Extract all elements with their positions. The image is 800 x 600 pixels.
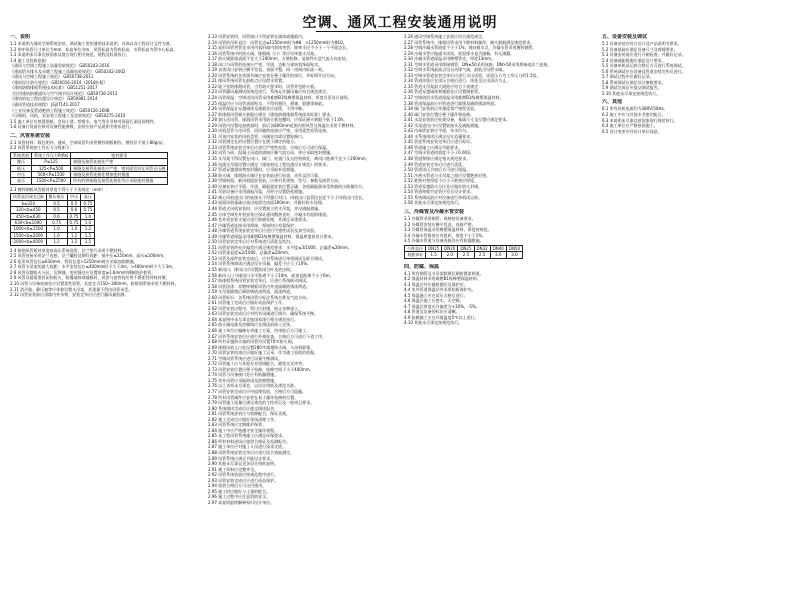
- table-cell: 3.0: [506, 252, 522, 258]
- text-line: 2.26 通风空调系统施工安装应符合规范规定。: [404, 34, 487, 39]
- table-cell: 0.75: [46, 220, 67, 226]
- table-cell: 500<P≤1500: [32, 172, 71, 178]
- section-heading: 一、说明: [10, 34, 31, 40]
- table-row: [11, 178, 168, 184]
- text-line: 2.38 防火阀、排烟防火阀应在安装前进行检查，动作灵活可靠。: [208, 172, 323, 178]
- table-cell: 1.5: [81, 239, 95, 245]
- text-line: 4.9 防腐施工应在环境温度5℃以上进行。: [404, 314, 479, 320]
- table-header-cell: 风管直径或长边b: [11, 194, 47, 200]
- table-header-cell: 系统类别: [11, 152, 32, 158]
- section-body: [10, 187, 200, 193]
- text-line: 《通风管道技术规程》 JGJ/T141-2017: [10, 102, 80, 108]
- table-cell: 0.75: [81, 207, 95, 213]
- table-header-cell: DN20: [442, 245, 458, 251]
- text-line: 《建筑给水排水及采暖工程施工质量验收规范》 GB50242-2002: [10, 68, 126, 74]
- text-line: 4.3 保温层外应做防潮层及保护层。: [404, 281, 468, 287]
- section-body: [10, 248, 200, 298]
- text-line: 4.5 保温施工应在试压合格后进行。: [404, 292, 468, 298]
- table-cell: P≤125: [32, 159, 71, 165]
- text-line: 2.60 风管标识：各系统风管应标注系统名称及气流方向。: [208, 294, 311, 300]
- text-line: 2.24 风管保温：空调送回风管采用难燃B1级橡塑保温材料，厚度详见设计说明。: [208, 95, 352, 101]
- text-line: 4.7 保温层厚度允许偏差为+10%，-5%。: [404, 303, 480, 309]
- table-header-cell: DN25: [458, 245, 474, 251]
- text-line: 《压缩机、风机、泵安装工程施工及验收规范》 GB50275-2010: [10, 113, 126, 119]
- table-cell: 0.75: [67, 213, 81, 219]
- text-line: 《通风与空调工程施工质量验收规范》 GB50243-2016: [10, 63, 110, 69]
- text-line: 1.6 设备订货前应核对设备性能参数，安装应按产品说明书要求进行。: [10, 124, 134, 130]
- text-line: 6.3 本说明未尽事宜按国家现行规范执行。: [602, 117, 678, 123]
- text-line: 2.43 冷却塔安装应平稳，布水均匀。: [404, 128, 471, 134]
- text-line: 4.8 管道及设备的标识应清晰。: [404, 309, 460, 315]
- text-line: 2.92 风管系统验收应按规范程序进行。: [208, 472, 279, 478]
- text-line: 2.30 风机盘管与送风管、回风箱的连接应严密，采用柔性短管连接。: [208, 128, 331, 134]
- text-line: 2.35 管道支吊架最大间距应符合下表规定：: [404, 83, 483, 89]
- text-line: 1.3 本说明未尽事宜按国家及地方现行相关规范、规程及标准执行。: [10, 52, 130, 58]
- text-line: 2.64 本说明中未尽事宜按国家现行相关规范执行。: [208, 316, 299, 322]
- text-line: 2.63 风管安装完成后应对所有风阀进行调节，确保系统平衡。: [208, 311, 319, 317]
- text-line: 2.36 抗震支吊架设置应满足《建筑机电工程抗震设计规范》的要求。: [208, 161, 331, 167]
- text-line: 2.51 冷热水管道与支吊架之间应设置绝热衬垫。: [404, 172, 491, 178]
- text-line: 2.31 空调水管道采用焊接钢管，DN≤50采用丝接，DN>50采用焊接或法兰连接。: [404, 61, 552, 67]
- text-line: 2.56 新风入口与排风口水平距离不小于10m，或垂直距离不小于6m。: [208, 272, 334, 278]
- text-line: 2.83 风管系统应定期维护保养。: [208, 422, 267, 428]
- pressure-class-table: [10, 152, 168, 185]
- text-line: 2.52 绝热衬垫厚度不应小于绝热层厚度。: [404, 178, 479, 184]
- text-line: 2.26 风管保温在穿越墙体及楼板处应连续，不得中断。: [208, 106, 307, 112]
- text-line: 2.86 所有材料进场应提供合格证及检测报告。: [208, 438, 291, 444]
- text-line: 2.9 风管穿越需要封闭的防火、防爆墙体或楼板时，风管与套管间应用不燃柔性材料封堵。: [10, 275, 170, 281]
- text-line: 2.22 地下室防排烟风管，当有防火要求时，风管外包防火板。: [208, 83, 319, 89]
- text-line: 3.4 冷凝水管排放应有组织，坡度不小于1%。: [404, 232, 486, 238]
- text-line: 2.42 离心风机进出口的软接头不得强行对口，风机出口直管段长度不小于风机出口边长。: [208, 194, 367, 200]
- text-line: 2.62 风管安装过程中，管口应封堵，防止杂物进入。: [208, 305, 303, 311]
- section-body: [404, 34, 594, 206]
- text-line: 5.6 系统调试应在设备及管道安装完毕后进行。: [602, 68, 686, 74]
- text-line: 5.4 设备减振措施应满足设计要求。: [602, 57, 666, 63]
- table-cell: 所有的拼接缝及接管连接处均应采取密封措施: [71, 178, 168, 184]
- text-line: 5.5 设备单机试运转合格后方可进行系统调试。: [602, 63, 686, 69]
- table-header-cell: 中压: [67, 194, 81, 200]
- text-line: 2.66 施工单位应编制专项施工方案，经审批后方可施工。: [208, 327, 311, 333]
- text-line: 2.28 空调冷凝水管坡度不小于1%，坡向排水点，冷凝水管采用镀锌钢管。: [404, 45, 537, 51]
- table-cell: 1.0: [81, 213, 95, 219]
- text-line: 6.2 施工中应与其他专业密切配合。: [602, 112, 666, 118]
- column-1: [10, 34, 200, 590]
- table-cell: 125<P≤500: [32, 165, 71, 171]
- section-heading: 五、设备安装及调试: [602, 34, 648, 40]
- text-line: 2.27 风管系统中，排烟风管采用不燃材料制作，耐火极限满足规范要求。: [404, 39, 535, 45]
- text-line: 6.5 设计变更应经设计单位同意。: [602, 128, 662, 134]
- text-line: 2.84 施工中应严格遵守安全操作规程。: [208, 427, 279, 433]
- text-line: 2.90 其他未尽事宜见各设计图纸说明。: [208, 461, 279, 467]
- text-line: 2.35 支吊架不得设置在风口、阀门、检查门及自控机构处，离风口距离不宜小于200mm。: [208, 156, 370, 162]
- section-body: [602, 41, 792, 96]
- text-line: 2.5 风管连接采用法兰连接，法兰螺栓及铆钉间距：低中压≤150mm，高压≤100mm。: [10, 253, 168, 259]
- table-cell: 1.2: [67, 232, 81, 238]
- text-line: 2.16 风管系统中的防火阀、排烟阀（口）等应设单独支吊架。: [208, 50, 319, 56]
- text-line: 2.45 分体空调室外机安装应保证通风散热良好，冷凝水有组织排放。: [208, 211, 331, 217]
- text-line: 2.42 水泵进出口应设置软接头及减振措施。: [404, 122, 483, 128]
- text-line: 6.1 所有风机电源均为380V/50Hz。: [602, 106, 668, 112]
- text-line: 2.15 矩形风管弯管宜采用内弧形或内斜线弯管，曲率半径不小于一个平面边长。: [208, 45, 351, 51]
- text-line: 2.4 排烟风管板材厚度按高压系统选用，法兰垫片采用不燃材料。: [10, 247, 126, 253]
- text-line: 2.72 风管施工应与其他专业协调配合，避免交叉冲突。: [208, 361, 307, 367]
- text-line: 2.53 风管及部件安装完成后，应对系统进行单机调试及联合调试。: [208, 255, 327, 261]
- text-line: 5.2 设备基础应满足设备尺寸及荷载要求。: [602, 46, 678, 52]
- text-line: 2.33 风管系统安装完毕后应进行严密性检验，合格后方可进行保温。: [208, 144, 331, 150]
- text-line: 4.4 室外管道保温层外采用铝板保护壳。: [404, 287, 476, 293]
- text-line: 2.87 施工单位应对施工人员进行技术交底。: [208, 444, 287, 450]
- text-line: 1.4 施工及验收依据：: [10, 57, 50, 63]
- table-header-cell: DN50: [506, 245, 522, 251]
- text-line: 《通风与空调工程施工规范》 GB50738-2011: [10, 74, 94, 80]
- sheet-thickness-table: [10, 193, 95, 245]
- text-line: 5.8 系统调试应满足设计参数要求。: [602, 79, 666, 85]
- text-line: 2.49 管道安装完毕后应进行清洗。: [404, 161, 467, 167]
- table-cell: 0.6: [46, 213, 67, 219]
- text-line: 2.39 空调机组、新风机组安装前，应核对其规格、型号、参数及接管方向。: [208, 178, 343, 184]
- sheet-title: 空调、通风工程安装通用说明: [302, 15, 498, 31]
- text-line: 2.14 风管的吊杆直径：风管长边≤1250mm时为Φ8，>1250mm时为Φ10。: [208, 39, 347, 45]
- text-line: 2.31 吊顶内安装的风机盘管、风阀处均需设置检修口。: [208, 133, 307, 139]
- text-line: 2.47 冷媒管道连接采用焊接，焊接时应充氮保护。: [208, 222, 299, 228]
- table-cell: 接缝及接管连接处严密: [71, 159, 168, 165]
- text-line: 2.40 阀门安装位置应便于操作和检修。: [404, 111, 475, 117]
- text-line: 2.55 系统调试前应对设备进行单机试运转。: [404, 194, 483, 200]
- text-line: 5.1 设备安装应符合设计及产品说明书要求。: [602, 41, 682, 46]
- table-cell: 1.2: [81, 226, 95, 232]
- text-line: 2.41 水泵安装前应检查设备，基础尺寸及位置应满足要求。: [404, 117, 511, 123]
- text-line: 5.7 调试过程中应做好记录。: [602, 74, 654, 80]
- table-cell: 0.6: [67, 207, 81, 213]
- text-line: 2.94 验收合格后方可交付使用。: [208, 483, 267, 489]
- table-cell: 微压: [11, 159, 32, 165]
- text-line: 2.59 支吊架除锈后刷防锈底漆两道，面漆两道。: [208, 289, 295, 295]
- text-line: 4.1 所有钢管及支吊架除锈后刷防锈漆两道。: [404, 270, 484, 276]
- table-header-cell: 密封要求: [71, 152, 168, 158]
- text-line: 2.6 矩形风管边长≥630mm，管段长度>1250mm时应采取加固措施。: [10, 258, 138, 264]
- text-line: 2.71 空调风管系统应进行风量平衡测试。: [208, 355, 283, 361]
- text-line: 2.51 风管安装的允许偏差应满足规范要求：水平度≤3/1000，总偏差≤20mm。: [208, 244, 352, 250]
- text-line: 《建筑机电工程抗震设计规范》 GB50981-2014: [10, 96, 98, 102]
- text-line: 2.82 施工完成后应做好现场清理工作。: [208, 416, 279, 422]
- table-cell: 0.5: [67, 200, 81, 206]
- table-cell: 3.0: [490, 252, 506, 258]
- table-header-cell: DN40: [490, 245, 506, 251]
- text-line: 2.73 风管安装位置应便于检修，检修空间不小于400mm。: [208, 366, 314, 372]
- text-line: 2.34 风管与砖、混凝土风道的插接应顺气流方向，并应采取密封措施。: [208, 150, 335, 156]
- text-line: 2.18 风口与风管的连接应严密、牢固，边框与建筑装饰面贴实。: [208, 61, 323, 67]
- text-line: 2.20 风管系统的各类调节阀应安装在便于操作的部位，并标明开启方向。: [208, 72, 339, 78]
- table-header-cell: 公称直径: [405, 245, 426, 251]
- text-line: 2.32 风管测定孔的设置位置应在便于测定的地方。: [208, 139, 299, 145]
- text-line: 2.40 设备安装应平稳、牢固，隔振器安装位置正确，各组隔振器承受荷载的压缩量均匀。: [208, 183, 367, 189]
- text-line: 2.68 所有穿越防火墙的风管均设置70℃防火阀。: [208, 339, 296, 345]
- text-line: 2.48 冷媒管道系统安装完毕后应进行气密性试验及真空试验。: [208, 228, 319, 234]
- text-line: 2.55 新风口、排风口应设置防雨百叶及防虫网。: [208, 266, 295, 272]
- text-line: 2.61 风管施工完成后应做好成品保护工作。: [208, 300, 287, 306]
- text-line: 4.10 其他未尽事宜按规范执行。: [404, 320, 463, 326]
- text-line: 2.38 管道保温前应对管道进行除锈及刷防锈漆两道。: [404, 100, 499, 106]
- text-line: 2.46 管道施工应满足节能要求。: [404, 144, 463, 150]
- section-body: [602, 106, 792, 134]
- text-line: 2.29 风管内设置电加热器时，前后各800mm范围内的风管及保温应采用不燃材料。: [208, 122, 358, 128]
- table-cell: 0.5: [46, 207, 67, 213]
- table-cell: 2000<b≤4000: [11, 239, 47, 245]
- section-body: [404, 216, 594, 244]
- table-cell: 低压: [11, 165, 32, 171]
- text-line: 《工业设备及管道绝热工程施工规范》 GB50126-2008: [10, 107, 110, 113]
- text-line: 2.21 排风系统风管在最低点应设泄水装置。: [208, 78, 287, 84]
- table-cell: 1.0: [81, 220, 95, 226]
- table-cell: 高压: [11, 178, 32, 184]
- table-cell: 中压: [11, 172, 32, 178]
- text-line: 2.93 风管安装完成后应进行成品保护。: [208, 477, 279, 483]
- table-cell: 1.0: [46, 226, 67, 232]
- table-cell: 1.2: [46, 239, 67, 245]
- text-line: 2.74 风管与设备接口处应有防漏措施。: [208, 372, 279, 378]
- text-line: 2.48 管道焊接应满足相关规范要求。: [404, 156, 471, 162]
- section-body: [404, 271, 594, 326]
- column-2: [208, 34, 396, 590]
- table-cell: 1.2: [67, 239, 81, 245]
- text-line: 4.6 保温层施工应密实、无空隙。: [404, 298, 464, 304]
- section-heading: 三、冷媒管及冷凝水管安装: [404, 208, 465, 215]
- table-cell: 1.0: [46, 232, 67, 238]
- text-line: 2.50 管道试压合格后方可进行保温。: [404, 167, 471, 173]
- table-cell: 1500<b≤2000: [11, 232, 47, 238]
- text-line: 2.54 风管系统调试应满足设计风量，偏差不应大于10%。: [208, 261, 312, 267]
- text-line: 2.11 消声器、静压箱等应单独设置支吊架，其重量不得由风管承受。: [10, 286, 133, 292]
- text-line: 2.8 风管穿越防火分区、沉降缝、变形缝处应设置厚度≥1.6mm的钢制防护套管。: [10, 269, 156, 275]
- text-line: 2.77 风管安装完成后应经监理验收，合格后方可隐蔽。: [208, 389, 307, 394]
- text-line: 2.37 管道穿越建筑物变形缝时，应采取补偿措施。: [208, 167, 299, 173]
- text-line: 2.97 本说明最终解释权归设计单位。: [208, 499, 275, 505]
- text-line: 2.53 管道穿越防火分区处应做好防火封堵。: [404, 183, 483, 189]
- text-line: 2.33 空调水管道安装完毕后应进行水压试验，试验压力为工作压力的1.5倍。: [404, 72, 541, 78]
- text-line: 2.49 冷媒管道保温采用难燃B1级橡塑保温材料，保温厚度按设计要求。: [208, 233, 336, 239]
- text-line: 5.9 调试完成后应提交调试报告。: [602, 85, 662, 91]
- text-line: 2.28 加压送风管、排烟风管采用防火板包覆时，应保证耐火极限不低于1.0h。: [208, 117, 348, 123]
- text-line: 2.2 风管系统按工作压力分级如下：: [10, 145, 74, 151]
- text-line: 2.34 管道冲洗应在试压合格后进行，冲洗至出水清洁为止。: [404, 78, 511, 84]
- table-cell: 2.0: [442, 252, 458, 258]
- text-line: 2.88 风管系统安装完毕后应进行综合效能测定。: [208, 450, 295, 456]
- text-line: 2.12 风管安装前应清除内外杂物，安装完毕后应进行漏风量检测。: [10, 292, 129, 298]
- text-line: 《建筑设计防火规范》 GB50016-2014（2018年版）: [10, 79, 108, 85]
- text-line: 2.37 空调供回水管道保温采用难燃B1级橡塑保温材料。: [404, 95, 504, 101]
- text-line: 1.5 施工单位应熟悉图纸，会同土建、给排水、电气等专业核对预留孔洞及预埋件。: [10, 118, 158, 124]
- text-line: 4.2 保温材料采用难燃B1级橡塑保温材料。: [404, 276, 481, 282]
- text-line: 2.58 风管涂漆：非镀锌钢板风管内外表面刷防锈漆两道。: [208, 283, 311, 289]
- text-line: 3.1 冷媒管采用铜管，规格按设备要求。: [404, 215, 476, 221]
- text-line: 2.78 所有风管阀件应安装在易于操作检修的位置。: [208, 394, 299, 400]
- pipe-support-spacing-table: [404, 245, 523, 259]
- table-cell: 0.5: [46, 200, 67, 206]
- table-header-cell: DN32: [474, 245, 490, 251]
- text-line: 《民用建筑供暖通风与空气调节设计规范》 GB50736-2012: [10, 90, 118, 96]
- text-line: 2.19 各类风口安装应横平竖直、表面平整，同一房间内标高一致。: [208, 67, 327, 73]
- table-cell: 0.75: [67, 220, 81, 226]
- text-line: 《建筑防烟排烟系统技术标准》 GB51251-2017: [10, 85, 98, 91]
- text-line: 5.10 其他未尽事宜按规范执行。: [602, 90, 661, 96]
- table-cell: 630<b≤1000: [11, 220, 47, 226]
- text-line: 2.27 防排烟风管耐火极限应满足《建筑防烟排烟系统技术标准》要求。: [208, 111, 335, 117]
- section-heading: 六、其他: [602, 99, 623, 106]
- text-line: 2.89 风管系统应满足节能设计要求。: [208, 455, 275, 461]
- table-cell: 间距(m): [405, 252, 426, 258]
- text-line: 2.52 风管垂直度≤2/1000，总偏差≤20mm。: [208, 250, 292, 256]
- table-cell: 1.0: [67, 226, 81, 232]
- text-line: 2.79 风管施工质量应满足规范的主控项目及一般项目要求。: [208, 400, 315, 406]
- text-line: 2.29 冷凝水管应做通水试验，检验排水是否通畅，有无渗漏。: [404, 50, 515, 56]
- text-line: 2.41 吊装设备应采用减振吊架，吊杆应设置防松措施。: [208, 189, 307, 195]
- text-line: 2.3 镀锌钢板风管板材厚度不得小于下表规定（mm）：: [10, 186, 110, 192]
- text-line: 2.44 管道式风机安装时，应设置独立的支吊架，并设减振措施。: [208, 205, 323, 211]
- text-line: 2.54 管道伸缩节安装应符合设计要求。: [404, 189, 475, 195]
- text-line: 2.23 风管漏风量测试按规范进行，系统允许漏风量应符合规范规定。: [208, 89, 331, 95]
- text-line: 2.50 风管安装完毕后应对系统进行清洗及吹扫。: [208, 239, 295, 245]
- text-line: 2.7 风管支吊架的最大间距：水平安装边长≤400mm时不大于4m，>400mm时不大于3m。: [10, 264, 177, 270]
- text-line: 3.3 冷媒管保温采用橡塑保温材料，厚度按规范。: [404, 227, 492, 233]
- text-line: 2.85 本工程风管系统施工应满足环保要求。: [208, 433, 287, 439]
- table-cell: 1.5: [426, 252, 442, 258]
- text-line: 5.3 设备安装前应进行开箱检查，并做好记录。: [602, 52, 686, 58]
- table-cell: 1500<P≤2500: [32, 178, 71, 184]
- table-cell: 接缝及接管连接处增加密封措施: [71, 172, 168, 178]
- text-line: 2.65 防火阀电源及控制线应在调试前接入完毕。: [208, 322, 295, 328]
- table-header-cell: DN15: [426, 245, 442, 251]
- text-line: 2.13 风管安装时，风管接口不得安装在墙体或楼板内。: [208, 34, 307, 39]
- text-line: 1.2 图中风管尺寸单位为mm，标高单位为m，风管标高为管底标高，水管标高为管中心标高。: [10, 46, 178, 52]
- table-cell: 2.5: [458, 252, 474, 258]
- text-line: 2.81 风管系统安装应与装修配合，保证美观。: [208, 411, 291, 417]
- table-row: [405, 252, 523, 258]
- table-row: [11, 239, 95, 245]
- title-underline: [316, 31, 484, 32]
- section-body: [10, 41, 200, 130]
- text-line: 1.1 本说明为通风空调系统安装、调试施工用的通用技术说明，具体以各工程设计文件为准。: [10, 41, 174, 46]
- table-cell: b≤320: [11, 200, 47, 206]
- table-cell: 2.5: [474, 252, 490, 258]
- text-line: 2.57 防排烟系统风管安装完毕后，应进行系统联动调试。: [208, 278, 311, 284]
- text-line: 2.32 空调水系统最高点设自动排气阀，最低点设泄水阀。: [404, 67, 507, 73]
- text-line: 2.70 风管安装结束后应做好施工记录，作为竣工验收的依据。: [208, 350, 319, 356]
- section-body: [10, 140, 200, 151]
- table-cell: 450<b≤630: [11, 213, 47, 219]
- text-line: 2.69 排烟风机入口处设置280℃排烟防火阀，与风机联锁。: [208, 344, 315, 350]
- text-line: 2.10 风管与设备连接处应设置柔性短管，长度宜为150~300mm，防排烟系统采用不燃材料。: [10, 280, 179, 286]
- table-cell: 0.75: [81, 200, 95, 206]
- text-line: 2.25 保温层应与风管表面贴实，不得有脱层、褶皱、裂缝等缺陷。: [208, 100, 327, 106]
- text-line: 2.91 竣工资料应完整齐全。: [208, 466, 259, 472]
- text-line: 2.43 屋面风机基础应高出屋面完成面300mm，并做好防水处理。: [208, 200, 326, 206]
- table-cell: 1000<b≤1500: [11, 226, 47, 232]
- column-4: [602, 34, 792, 590]
- table-cell: 接缝及接管连接处应严密，密封面宜设在风管正压侧: [71, 165, 168, 171]
- text-line: 3.5 冷凝水管道与设备连接处应有防漏措施。: [404, 238, 484, 244]
- text-line: 6.4 施工单位应严格按图施工。: [602, 123, 658, 129]
- table-header-cell: 微压低压: [46, 194, 67, 200]
- text-line: 2.45 管道系统安装完毕后应进行标识。: [404, 139, 475, 145]
- text-line: 2.47 空调水管道的坡度不小于0.003。: [404, 150, 474, 156]
- column-3: [404, 34, 594, 590]
- table-cell: 1.5: [81, 232, 95, 238]
- table-header-cell: 系统工作压力P(Pa): [32, 152, 71, 158]
- text-line: 2.39 阀门安装前应作强度和严密性试验。: [404, 106, 479, 112]
- text-line: 2.76 以上各项未尽事宜，以设计图纸及规范为准。: [208, 383, 299, 389]
- text-line: 2.96 施工过程中应注意消防安全。: [208, 494, 271, 500]
- section-heading: 四、防腐、保温: [404, 263, 440, 270]
- text-line: 2.75 室外风管应采取防雨及防腐措施。: [208, 377, 279, 383]
- table-header-cell: 高压: [81, 194, 95, 200]
- text-line: 2.1 风管材料：除注明外，通风、空调风管均采用镀锌钢板制作，镀锌层不低于80g/㎡。: [10, 139, 167, 145]
- text-line: 2.95 施工时应做好与土建的配合。: [208, 488, 271, 494]
- text-line: 2.36 管道穿越墙体和楼板处应设置钢套管。: [404, 89, 483, 95]
- text-line: 2.44 水系统调试应满足设计流量要求。: [404, 133, 475, 139]
- text-line: 2.30 冷凝水管道保温采用橡塑管壳，厚度13mm。: [404, 56, 496, 62]
- text-line: 2.17 防火阀距墙表面不宜大于200mm，方便检修，易熔件应迎气流方向安装。: [208, 56, 350, 62]
- text-line: 2.80 系统调试完成后应提交调试报告。: [208, 405, 279, 411]
- text-line: 2.46 室外机安装支架应进行防腐处理，并满足承重要求。: [208, 217, 311, 223]
- text-line: 3.2 冷媒管安装应横平竖直，连接严密。: [404, 221, 476, 227]
- text-line: 2.67 风管系统安装后应进行外观检查，合格后方可进行下道工序。: [208, 333, 327, 339]
- section-heading: 二、风管系统安装: [10, 132, 51, 139]
- section-body: [208, 34, 396, 505]
- table-cell: 320<b≤450: [11, 207, 47, 213]
- text-line: 2.56 其他未尽事宜按规范执行。: [404, 200, 463, 206]
